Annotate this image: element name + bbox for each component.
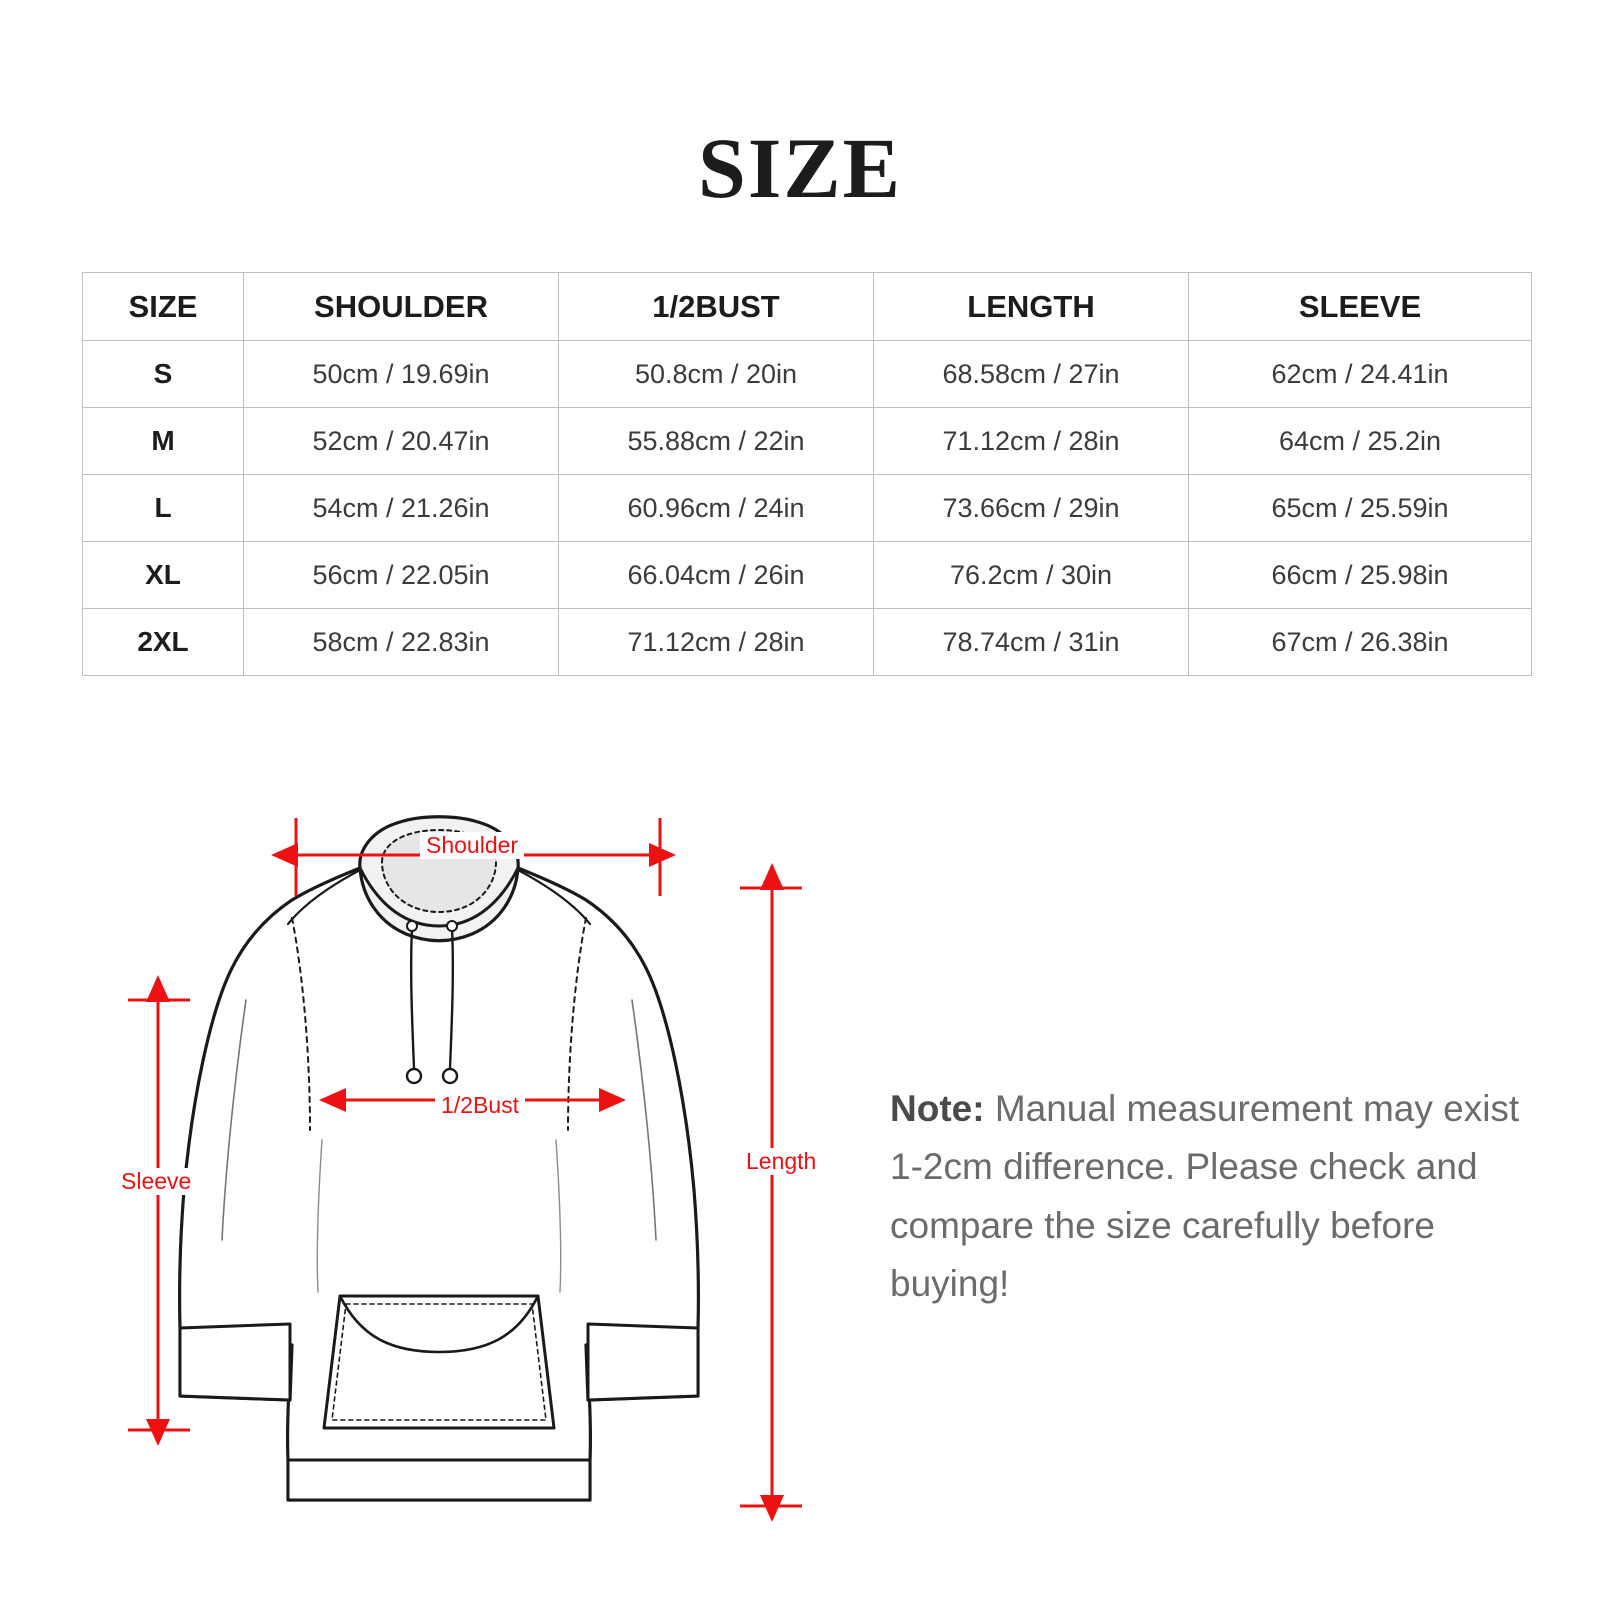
- measurement-note: [890, 1080, 1530, 1314]
- cell-shoulder-s: 50cm / 19.69in: [244, 341, 559, 408]
- table-row: [83, 609, 1532, 676]
- cell-sleeve-xl: 66cm / 25.98in: [1189, 542, 1532, 609]
- table-row: [83, 542, 1532, 609]
- table-header-row: [83, 273, 1532, 341]
- measurement-diagram: [60, 800, 880, 1540]
- cell-shoulder-l: 54cm / 21.26in: [244, 475, 559, 542]
- cell-shoulder-m: 52cm / 20.47in: [244, 408, 559, 475]
- note-text: Manual measurement may exist 1-2cm difference. Please check and compare the size carefully before buying!: [890, 1088, 1520, 1305]
- cell-sleeve-m: 64cm / 25.2in: [1189, 408, 1532, 475]
- cell-sleeve-s: 62cm / 24.41in: [1189, 341, 1532, 408]
- dimension-label-shoulder: Shoulder: [420, 832, 524, 859]
- dimension-label-bust: 1/2Bust: [435, 1092, 525, 1119]
- page-title: SIZE: [697, 120, 903, 216]
- column-header-bust: 1/2BUST: [559, 273, 874, 341]
- cell-size-l: L: [83, 475, 244, 542]
- column-header-length: LENGTH: [874, 273, 1189, 341]
- cell-length-s: 68.58cm / 27in: [874, 341, 1189, 408]
- cell-size-s: S: [83, 341, 244, 408]
- cell-bust-2xl: 71.12cm / 28in: [559, 609, 874, 676]
- cell-size-xl: XL: [83, 542, 244, 609]
- table-row: [83, 341, 1532, 408]
- dimension-label-length: Length: [740, 1148, 822, 1175]
- cell-sleeve-l: 65cm / 25.59in: [1189, 475, 1532, 542]
- cell-length-2xl: 78.74cm / 31in: [874, 609, 1189, 676]
- cell-length-l: 73.66cm / 29in: [874, 475, 1189, 542]
- cell-shoulder-xl: 56cm / 22.05in: [244, 542, 559, 609]
- cell-sleeve-2xl: 67cm / 26.38in: [1189, 609, 1532, 676]
- cell-size-m: M: [83, 408, 244, 475]
- table-row: [83, 475, 1532, 542]
- column-header-sleeve: SLEEVE: [1189, 273, 1532, 341]
- table-row: [83, 408, 1532, 475]
- cell-length-xl: 76.2cm / 30in: [874, 542, 1189, 609]
- cell-length-m: 71.12cm / 28in: [874, 408, 1189, 475]
- cell-bust-s: 50.8cm / 20in: [559, 341, 874, 408]
- column-header-shoulder: SHOULDER: [244, 273, 559, 341]
- cell-bust-xl: 66.04cm / 26in: [559, 542, 874, 609]
- cell-bust-m: 55.88cm / 22in: [559, 408, 874, 475]
- cell-bust-l: 60.96cm / 24in: [559, 475, 874, 542]
- dimension-label-sleeve: Sleeve: [115, 1168, 197, 1195]
- cell-shoulder-2xl: 58cm / 22.83in: [244, 609, 559, 676]
- note-prefix: Note:: [890, 1088, 985, 1129]
- cell-size-2xl: 2XL: [83, 609, 244, 676]
- size-chart-table: [82, 272, 1532, 676]
- column-header-size: SIZE: [83, 273, 244, 341]
